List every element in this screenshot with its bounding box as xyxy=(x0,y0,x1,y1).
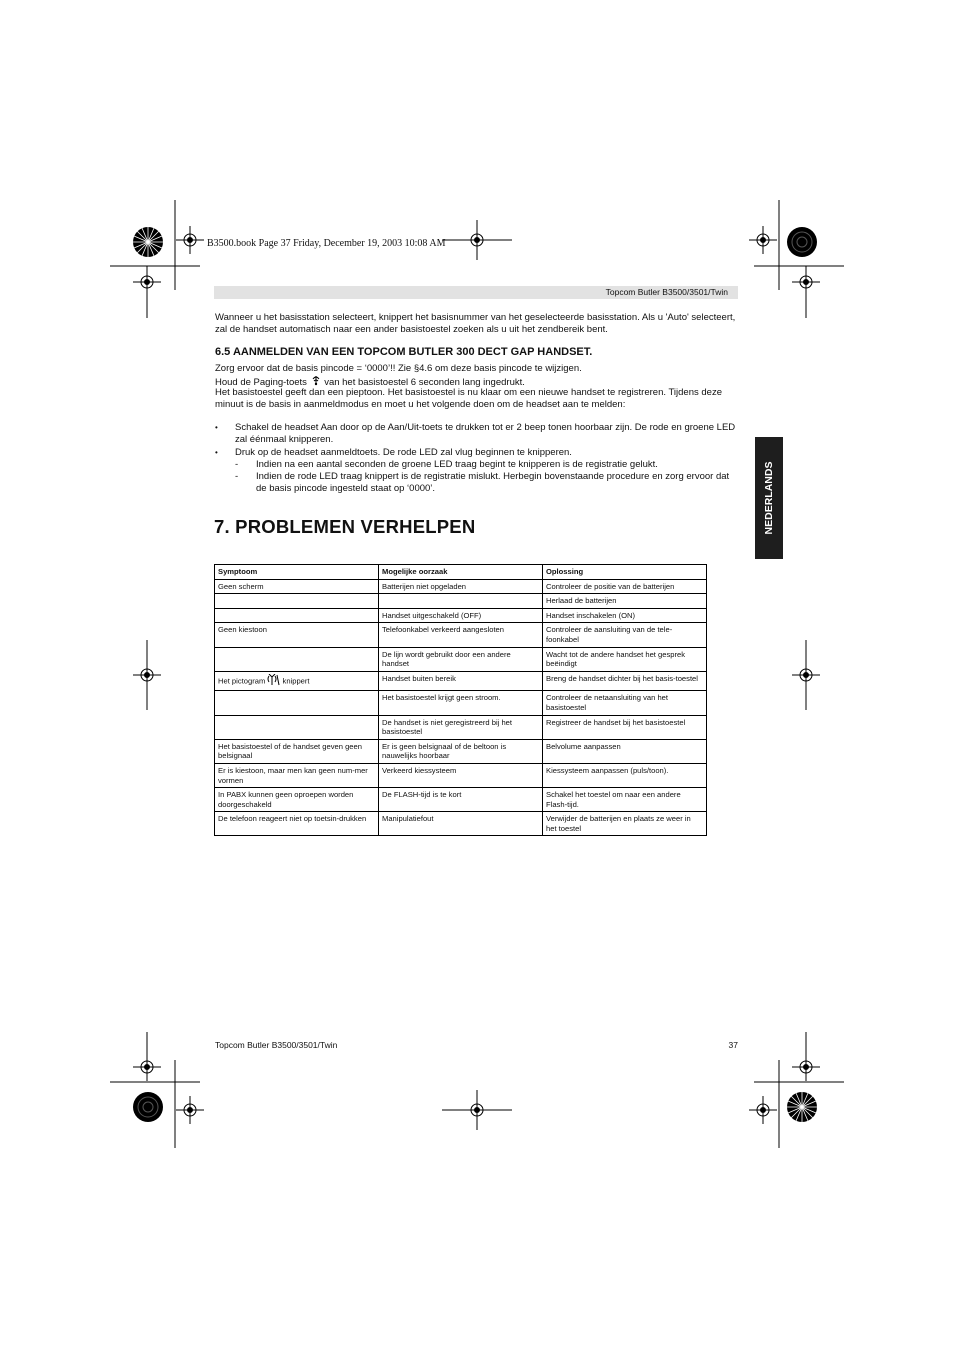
cell-solution: Herlaad de batterijen xyxy=(543,594,707,609)
table-row xyxy=(215,608,707,623)
list-item xyxy=(215,447,739,459)
list-item xyxy=(215,422,739,447)
section-6-5-line1: Zorg ervoor dat de basis pincode = ‘0000’!! Zie §4.6 om deze basis pincode te wijzigen. xyxy=(215,363,582,374)
print-info-line: B3500.book Page 37 Friday, December 19, 2003 10:08 AM xyxy=(207,238,446,249)
cell-symptom: De telefoon reageert niet op toetsin-drukken xyxy=(215,812,379,836)
cell-cause: Manipulatiefout xyxy=(379,812,543,836)
cell-symptom xyxy=(215,608,379,623)
cell-solution: Handset inschakelen (ON) xyxy=(543,608,707,623)
language-tab-label: NEDERLANDS xyxy=(763,461,775,535)
line2-start: Houd de Paging-toets xyxy=(215,377,307,389)
cell-symptom xyxy=(215,647,379,671)
dash-mark: - xyxy=(235,471,239,483)
cell-symptom: Geen scherm xyxy=(215,579,379,594)
cell-cause: Verkeerd kiessysteem xyxy=(379,763,543,787)
cell-solution: Controleer de netaansluiting van het basistoestel xyxy=(543,691,707,715)
line2-end: van het basistoestel 6 seconden lang ingedrukt. xyxy=(324,377,525,389)
cell-solution: Controleer de positie van de batterijen xyxy=(543,579,707,594)
cell-solution: Verwijder de batterijen en plaats ze weer in het toestel xyxy=(543,812,707,836)
list-subitem xyxy=(215,459,739,471)
subitem-text: Indien na een aantal seconden de groene LED traag begint te knipperen is de registratie gelukt. xyxy=(256,458,658,470)
cell-symptom: In PABX kunnen geen oproepen worden doorgeschakeld xyxy=(215,788,379,812)
cell-cause: De lijn wordt gebruikt door een andere handset xyxy=(379,647,543,671)
table-row xyxy=(215,623,707,647)
cell-symptom xyxy=(215,671,379,691)
table-row xyxy=(215,671,707,691)
bullet-text: Schakel de headset Aan door op de Aan/Uit-toets te drukken tot er 2 beep tonen hoorbaar zijn. De rode en groene LED zal éénmaal knipperen. xyxy=(235,422,736,446)
cell-solution: Wacht tot de andere handset het gesprek beëindigt xyxy=(543,647,707,671)
subitem-text: Indien de rode LED traag knippert is de registratie mislukt. Herbegin bovenstaande procedure en zorg ervoor dat de basis pincode ingesteld staat op ‘0000’. xyxy=(256,471,730,495)
section-6-5-title: 6.5 AANMELDEN VAN EEN TOPCOM BUTLER 300 DECT GAP HANDSET. xyxy=(215,346,593,358)
cell-symptom: Het basistoestel of de handset geven geen belsignaal xyxy=(215,739,379,763)
chapter-7-title: 7. PROBLEMEN VERHELPEN xyxy=(214,516,476,537)
table-row xyxy=(215,594,707,609)
table-row xyxy=(215,812,707,836)
cell-cause: De FLASH-tijd is te kort xyxy=(379,788,543,812)
cell-cause: Telefoonkabel verkeerd aangesloten xyxy=(379,623,543,647)
cell-cause: De handset is niet geregistreerd bij het basistoestel xyxy=(379,715,543,739)
table-row xyxy=(215,691,707,715)
column-header: Oplossing xyxy=(543,565,707,580)
cell-solution: Belvolume aanpassen xyxy=(543,739,707,763)
section-6-5-line3: Het basistoestel geeft dan een pieptoon. Het basistoestel is nu klaar om een nieuwe handset te registreren. Tijdens deze minuut is de basis in aanmeldmodus en moet u het volgende doen om de headset aan te melden: xyxy=(215,387,722,411)
cell-cause: Handset uitgeschakeld (OFF) xyxy=(379,608,543,623)
cell-cause: Er is geen belsignaal of de beltoon is nauwelijks hoorbaar xyxy=(379,739,543,763)
cell-cause: Het basistoestel krijgt geen stroom. xyxy=(379,691,543,715)
page-number: 37 xyxy=(728,1040,738,1050)
table-row xyxy=(215,715,707,739)
cell-solution: Breng de handset dichter bij het basis-toestel xyxy=(543,671,707,691)
antenna-icon xyxy=(267,674,280,689)
cell-solution: Kiessysteem aanpassen (puls/toon). xyxy=(543,763,707,787)
cell-cause xyxy=(379,594,543,609)
cell-symptom xyxy=(215,594,379,609)
list-subitem xyxy=(215,471,739,496)
running-header xyxy=(214,286,738,299)
column-header: Mogelijke oorzaak xyxy=(379,565,543,580)
header-model: Topcom Butler B3500/3501/Twin xyxy=(605,287,728,297)
table-row xyxy=(215,647,707,671)
table-header-row xyxy=(215,565,707,580)
table-row xyxy=(215,788,707,812)
table-row xyxy=(215,579,707,594)
cell-cause: Handset buiten bereik xyxy=(379,671,543,691)
cell-symptom: Geen kiestoon xyxy=(215,623,379,647)
bullet-text: Druk op de headset aanmeldtoets. De rode LED zal vlug beginnen te knipperen. xyxy=(235,446,572,458)
footer-model: Topcom Butler B3500/3501/Twin xyxy=(215,1040,338,1050)
table-row xyxy=(215,739,707,763)
dash-mark: - xyxy=(235,458,239,470)
pictogram-text-after: knippert xyxy=(282,676,310,686)
steps-list xyxy=(215,422,739,496)
cell-symptom xyxy=(215,691,379,715)
cell-solution: Schakel het toestel om naar een andere Flash-tijd. xyxy=(543,788,707,812)
cell-symptom: Er is kiestoon, maar men kan geen num-mer vormen xyxy=(215,763,379,787)
cell-cause: Batterijen niet opgeladen xyxy=(379,579,543,594)
intro-paragraph: Wanneer u het basisstation selecteert, knippert het basisnummer van het geselecteerde basisstation. Als u 'Auto' selecteert, zal de handset automatisch naar een ander basistoestel zoeken als u uit het zendbereik bent. xyxy=(215,312,736,336)
column-header: Symptoom xyxy=(215,565,379,580)
table-row xyxy=(215,763,707,787)
cell-symptom xyxy=(215,715,379,739)
bullet-mark: • xyxy=(215,423,218,432)
troubleshooting-table xyxy=(214,564,707,836)
cell-solution: Controleer de aansluiting van de tele-foonkabel xyxy=(543,623,707,647)
pictogram-text-before: Het pictogram xyxy=(218,676,266,686)
language-tab xyxy=(755,437,783,559)
cell-solution: Registreer de handset bij het basistoestel xyxy=(543,715,707,739)
bullet-mark: • xyxy=(215,447,218,457)
